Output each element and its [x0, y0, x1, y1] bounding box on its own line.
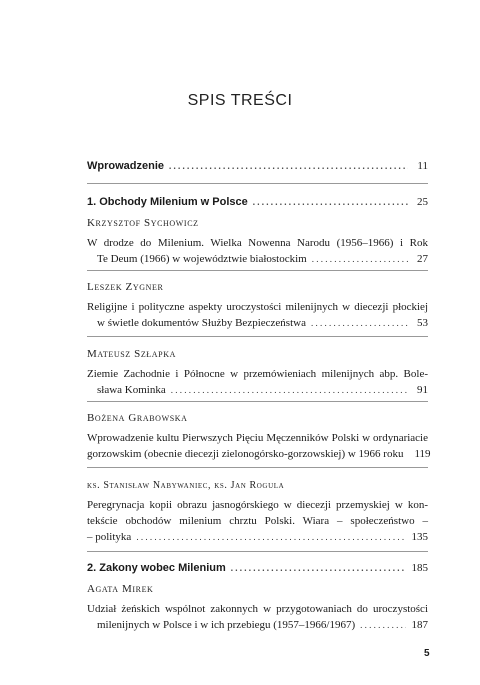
divider — [87, 401, 428, 402]
toc-part-1[interactable] — [87, 196, 428, 214]
entry-title-line: w świetle dokumentów Służby Bezpieczeństwa — [97, 317, 306, 329]
entry-author: Leszek Zygner — [87, 281, 164, 293]
toc-entry[interactable] — [87, 216, 428, 267]
divider — [87, 336, 428, 337]
entry-title-line: – polityka — [87, 531, 132, 543]
divider — [87, 551, 428, 552]
entry-author: ks. Stanisław Nabywaniec, ks. Jan Rogula — [87, 480, 285, 491]
entry-page: 53 — [417, 317, 428, 329]
entry-title — [87, 235, 428, 267]
entry-title-line: Peregrynacja kopii obrazu jasnogórskiego w diecezji przemyskiej w kon- — [87, 499, 428, 511]
entry-page: 135 — [411, 531, 428, 543]
entry-title-line: Wprowadzenie kultu Pierwszych Pięciu Męczenników Polski w ordynariacie — [87, 432, 428, 444]
entry-title-line: sława Kominka — [97, 384, 166, 396]
divider — [87, 270, 428, 271]
entry-page: 119 — [414, 448, 431, 460]
toc-intro[interactable] — [87, 160, 428, 178]
divider — [87, 467, 428, 468]
page-title: SPIS TREŚCI — [187, 92, 293, 109]
page-number: 5 — [424, 648, 430, 659]
entry-title — [87, 366, 428, 398]
entry-title-line: gorzowskim (obecnie diecezji zielonogórsko-gorzowskiej) w 1966 roku — [87, 448, 404, 460]
divider — [87, 183, 428, 184]
toc-part-1-title: 1. Obchody Milenium w Polsce — [87, 196, 248, 208]
entry-title-line: W drodze do Milenium. Wielka Nowenna Narodu (1956–1966) i Rok — [87, 237, 428, 249]
entry-title-line: Ziemie Zachodnie i Północne w przemówieniach milenijnych abp. Bole- — [87, 368, 428, 380]
leader-dots — [136, 529, 405, 545]
toc-entry[interactable] — [87, 582, 428, 633]
toc-intro-title: Wprowadzenie — [87, 160, 165, 172]
toc-part-2[interactable] — [87, 562, 428, 580]
entry-page: 27 — [417, 253, 428, 265]
toc-intro-page: 11 — [417, 160, 428, 172]
entry-title — [87, 601, 428, 633]
entry-title — [87, 497, 428, 545]
entry-author: Mateusz Szłapka — [87, 348, 176, 360]
toc-entry[interactable] — [87, 478, 428, 545]
toc-part-1-page: 25 — [417, 196, 428, 208]
leader-dots — [253, 197, 408, 207]
entry-title — [87, 299, 428, 331]
entry-title-line: Te Deum (1966) w województwie białostockim — [97, 253, 307, 265]
entry-author: Krzysztof Sychowicz — [87, 217, 199, 229]
entry-title-line: Udział żeńskich wspólnot zakonnych w przygotowaniach do uroczystości — [87, 603, 428, 615]
leader-dots — [171, 382, 408, 398]
leader-dots — [169, 161, 408, 171]
entry-title-line: milenijnych w Polsce i w ich przebiegu (1957–1966/1967) — [97, 619, 356, 631]
entry-title-line: tekście obchodów milenium chrztu Polski. Wiara – społeczeństwo – — [87, 515, 428, 527]
toc-part-2-title: 2. Zakony wobec Milenium — [87, 562, 226, 574]
entry-title — [87, 430, 431, 462]
leader-dots — [231, 563, 406, 573]
leader-dots — [312, 251, 408, 267]
entry-page: 187 — [411, 619, 428, 631]
entry-author: Bożena Grabowska — [87, 412, 188, 424]
toc-entry[interactable] — [87, 347, 428, 398]
entry-author: Agata Mirek — [87, 583, 154, 595]
leader-dots — [311, 315, 408, 331]
entry-title-line: Religijne i polityczne aspekty uroczystości milenijnych w diecezji płockiej — [87, 301, 428, 313]
toc-entry[interactable] — [87, 411, 431, 462]
entry-page: 91 — [417, 384, 428, 396]
toc-entry[interactable] — [87, 280, 428, 331]
leader-dots — [360, 617, 405, 633]
toc-part-2-page: 185 — [411, 562, 428, 574]
